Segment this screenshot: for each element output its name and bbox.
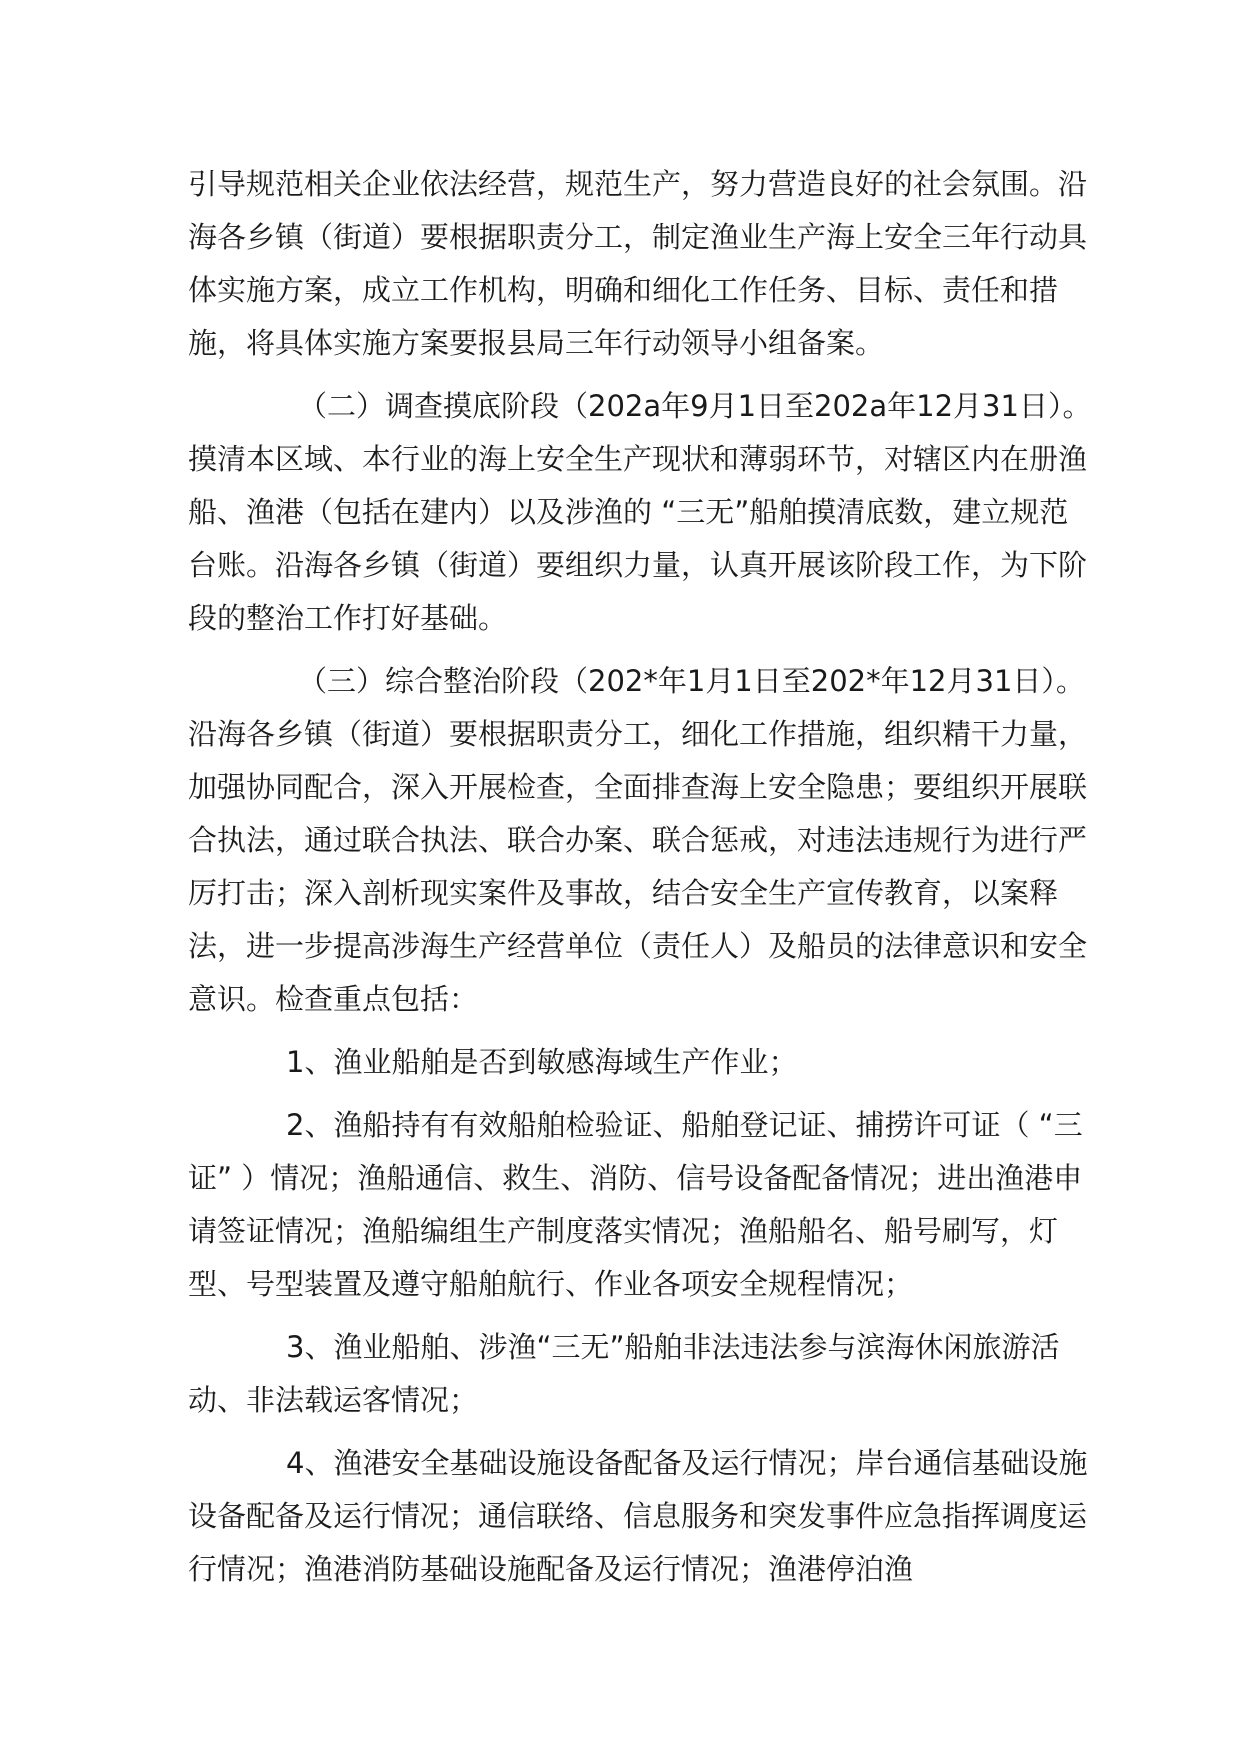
paragraph-survey-stage: （二）调查摸底阶段（202a年9月1日至202a年12月31日）。摸清本区域、本行业的海上安全生产现状和薄弱环节，对辖区内在册渔船、渔港（包括在建内）以及涉渔的 “三无”船舶摸清底数，建立规范台账。沿海各乡镇（街道）要组织力量，认真开展该阶段工作，为下阶段的整治工作打好基础。 [188,389,1092,635]
list-item-2: 2、渔船持有有效船舶检验证、船舶登记证、捕捞许可证（ “三证” ）情况；渔船通信、救生、消防、信号设备配备情况；进出渔港申请签证情况；渔船编组生产制度落实情况；渔船船名、船号刷写，灯型、号型装置及遵守船舶航行、作业各项安全规程情况； [188,1108,1083,1301]
document-body [188,158,1092,1606]
paragraph-preparation-continued: 引导规范相关企业依法经营，规范生产，努力营造良好的社会氛围。沿海各乡镇（街道）要根据职责分工，制定渔业生产海上安全三年行动具体实施方案，成立工作机构，明确和细化工作任务、目标、责任和措施，将具体实施方案要报县局三年行动领导小组备案。 [188,167,1088,360]
list-item-3: 3、渔业船舶、涉渔“三无”船舶非法违法参与滨海休闲旅游活动、非法载运客情况； [188,1330,1060,1417]
list-item-1: 1、渔业船舶是否到敏感海域生产作业； [286,1045,798,1079]
list-item-4: 4、渔港安全基础设施设备配备及运行情况；岸台通信基础设施设备配备及运行情况；通信联络、信息服务和突发事件应急指挥调度运行情况；渔港消防基础设施配备及运行情况；渔港停泊渔 [188,1446,1088,1586]
paragraph-rectification-stage: （三）综合整治阶段（202*年1月1日至202*年12月31日）。沿海各乡镇（街道）要根据职责分工，细化工作措施，组织精干力量，加强协同配合，深入开展检查，全面排查海上安全隐患；要组织开展联合执法，通过联合执法、联合办案、联合惩戒，对违法违规行为进行严厉打击；深入剖析现实案件及事故，结合安全生产宣传教育，以案释法，进一步提高涉海生产经营单位（责任人）及船员的法律意识和安全意识。检查重点包括： [188,664,1088,1016]
